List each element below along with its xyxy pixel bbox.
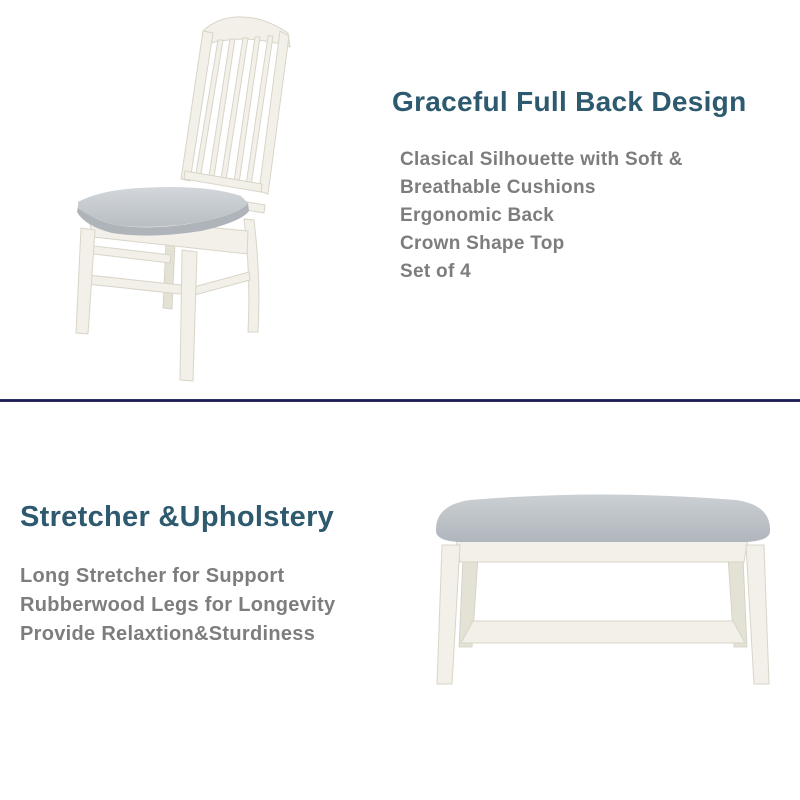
feature-line: Breathable Cushions <box>400 177 596 198</box>
chair-right-stretcher <box>190 272 250 296</box>
chair-left-stretcher <box>85 245 171 263</box>
bench-illustration <box>430 485 775 690</box>
bench-front-left-leg <box>437 545 460 684</box>
chair-image <box>55 15 310 390</box>
bench-heading: Stretcher &Upholstery <box>20 501 335 533</box>
feature-line: Long Stretcher for Support <box>20 565 285 587</box>
feature-line: Set of 4 <box>400 261 472 282</box>
chair-heading: Graceful Full Back Design <box>392 86 747 117</box>
bench-image <box>430 485 775 690</box>
bench-cushion <box>436 495 770 543</box>
chair-front-right-leg <box>180 250 197 381</box>
feature-line: Rubberwood Legs for Longevity <box>20 594 336 616</box>
chair-right-stile <box>259 31 289 194</box>
chair-rear-left-leg <box>163 242 175 309</box>
bench-stretcher <box>461 621 745 643</box>
feature-line: Clasical Silhouette with Soft & <box>400 149 683 170</box>
bench-front-right-leg <box>746 545 769 684</box>
bench-apron <box>456 539 748 562</box>
feature-line: Provide Relaxtion&Sturdiness <box>20 623 316 645</box>
feature-line: Ergonomic Back <box>400 205 555 226</box>
chair-feature-list <box>400 146 683 286</box>
bench-feature-list <box>20 562 335 649</box>
chair-illustration <box>55 15 310 390</box>
chair-long-stretcher <box>87 275 190 295</box>
feature-line: Crown Shape Top <box>400 233 565 254</box>
section-divider <box>0 399 800 402</box>
